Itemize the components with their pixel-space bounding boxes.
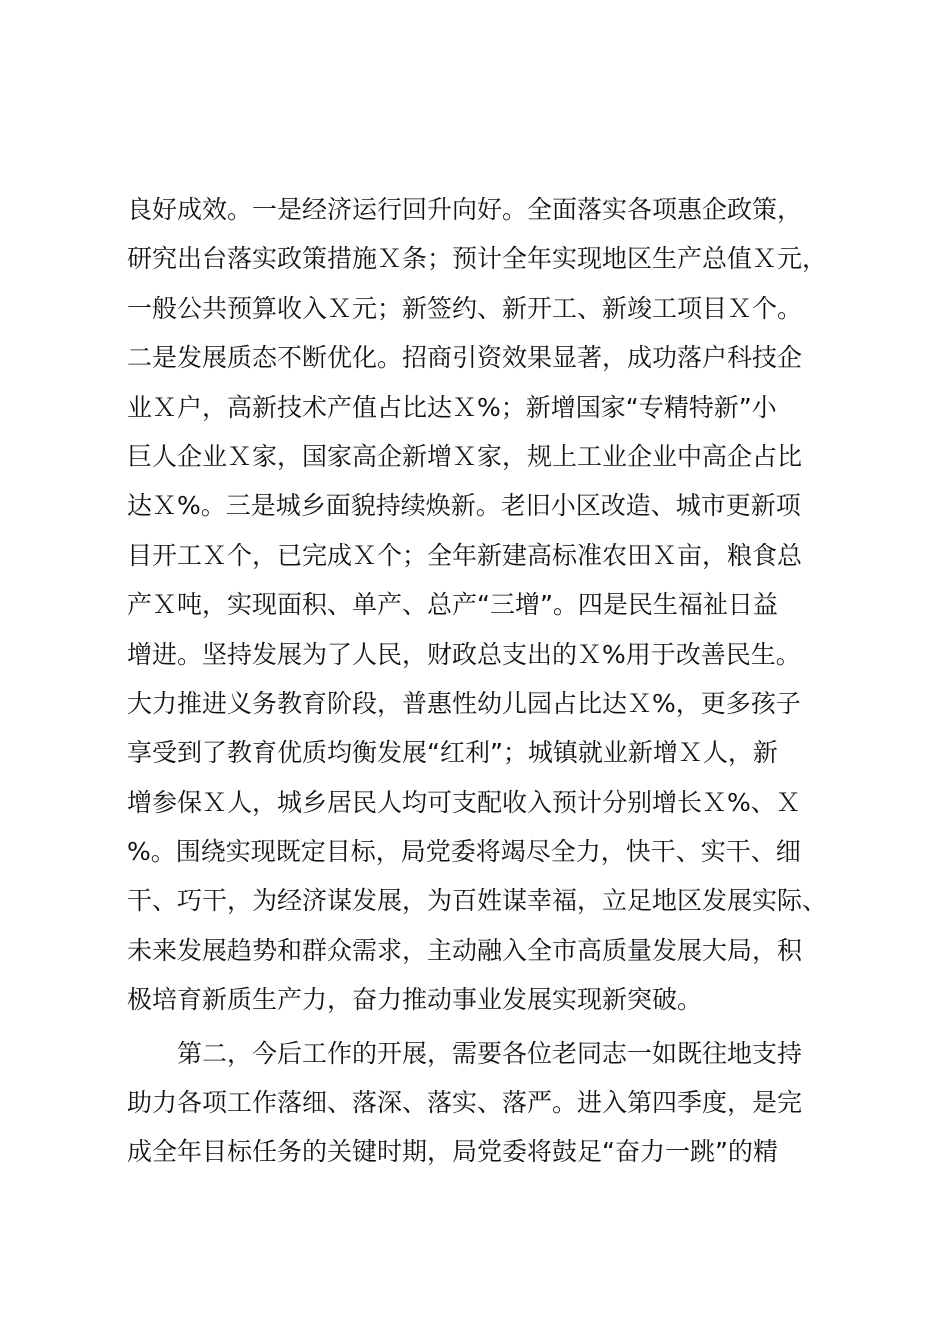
text-line: 增参保Ｘ人，城乡居民人均可支配收入预计分别增长Ｘ%、Ｘ: [127, 787, 801, 817]
text-line: 成全年目标任务的关键时期，局党委将鼓足“奋力一跳”的精: [127, 1137, 778, 1167]
text-line: 第二，今后工作的开展，需要各位老同志一如既往地支持: [177, 1038, 803, 1068]
text-line: 享受到了教育优质均衡发展“红利”；城镇就业新增Ｘ人，新: [127, 738, 778, 768]
text-line: 极培育新质生产力，奋力推动事业发展实现新突破。: [127, 985, 703, 1015]
text-line: 产Ｘ吨，实现面积、单产、总产“三增”。四是民生福祉日益: [127, 590, 778, 620]
document-body: [127, 185, 847, 1177]
text-line: 业Ｘ户，高新技术产值占比达Ｘ%；新增国家“专精特新”小: [127, 392, 777, 422]
text-line: %。围绕实现既定目标，局党委将竭尽全力，快干、实干、细: [127, 837, 801, 867]
text-line: 增进。坚持发展为了人民，财政总支出的Ｘ%用于改善民生。: [127, 639, 801, 669]
text-line: 助力各项工作落细、落深、落实、落严。进入第四季度，是完: [127, 1088, 803, 1118]
text-line: 目开工Ｘ个，已完成Ｘ个；全年新建高标准农田Ｘ亩，粮食总: [127, 540, 803, 570]
text-line: 二是发展质态不断优化。招商引资效果显著，成功落户科技企: [127, 343, 803, 373]
text-line: 大力推进义务教育阶段，普惠性幼儿园占比达Ｘ%，更多孩子: [127, 688, 801, 718]
text-line: 巨人企业Ｘ家，国家高企新增Ｘ家，规上工业企业中高企占比: [127, 441, 803, 471]
text-line: 未来发展趋势和群众需求，主动融入全市高质量发展大局，积: [127, 935, 803, 965]
text-line: 一般公共预算收入Ｘ元；新签约、新开工、新竣工项目Ｘ个。: [127, 293, 803, 323]
text-line: 干、巧干，为经济谋发展，为百姓谋幸福，立足地区发展实际、: [127, 886, 828, 916]
text-line: 良好成效。一是经济运行回升向好。全面落实各项惠企政策，: [127, 195, 803, 224]
text-line: 达Ｘ%。三是城乡面貌持续焕新。老旧小区改造、城市更新项: [127, 491, 801, 521]
paragraph-1: [127, 185, 847, 1025]
text-line: 研究出台落实政策措施Ｘ条；预计全年实现地区生产总值Ｘ元，: [127, 244, 828, 274]
paragraph-2: [127, 1029, 847, 1177]
